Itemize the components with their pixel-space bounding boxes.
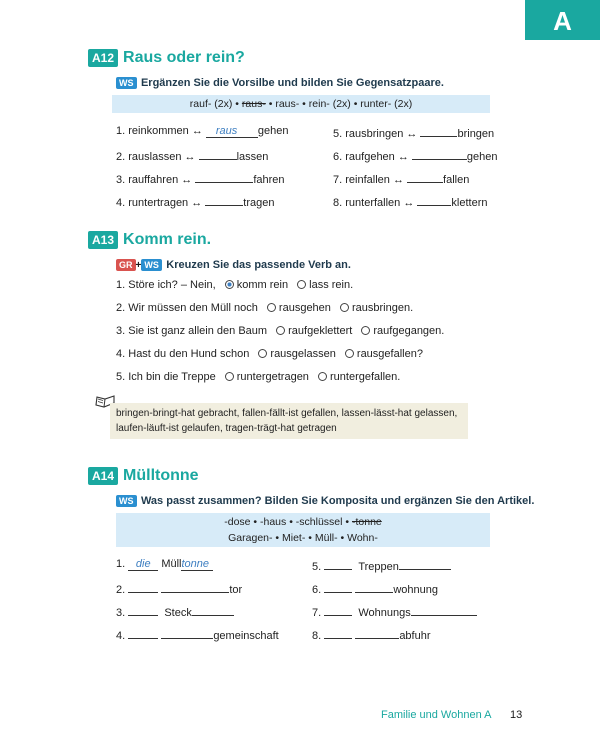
a12-blank-2[interactable] [199,148,237,160]
a14-header [88,467,199,485]
a14-answer-1[interactable]: tonne [181,558,213,571]
radio[interactable] [361,326,370,335]
radio[interactable] [276,326,285,335]
a14-word-6[interactable] [355,581,393,593]
a14-item-2: 2. tor [116,581,242,596]
a14-item-7: 7. Wohnungs [312,604,477,619]
radio[interactable] [318,372,327,381]
a14-word-2[interactable] [161,581,229,593]
a14-article-6[interactable] [324,581,352,593]
a12-item-8: 8. runterfallen ↔ klettern [333,194,487,209]
a12-title: Raus oder rein? [123,49,245,66]
a14-article-3[interactable] [128,604,158,616]
a14-word-7[interactable] [411,604,477,616]
a14-title: Mülltonne [123,467,199,484]
a14-article-1[interactable]: die [128,558,158,571]
a13-instruction: Kreuzen Sie das passende Verb an. [166,259,351,271]
radio[interactable] [258,349,267,358]
a14-box-line2: Garagen- • Miet- • Müll- • Wohn- [228,532,378,544]
a14-article-8[interactable] [324,627,352,639]
a12-item-2: 2. rauslassen ↔ lassen [116,148,268,163]
a12-blank-5[interactable] [420,125,457,137]
ws-tag: WS [141,259,162,271]
a14-instruction-row [116,491,534,509]
a13-header [88,231,211,249]
a14-item-1: 1. die Mülltonne [116,558,213,571]
a12-answer-1[interactable]: raus [206,125,258,138]
a12-instruction: Ergänzen Sie die Vorsilbe und bilden Sie Gegensatzpaare. [140,77,444,89]
a14-article-7[interactable] [324,604,352,616]
a12-instruction-row [116,73,444,91]
hint-line-2: laufen-läuft-ist gelaufen, tragen-trägt-hat getragen [116,423,337,434]
a12-blank-7[interactable] [407,171,443,183]
a12-blank-4[interactable] [205,194,243,206]
a12-blank-3[interactable] [195,171,253,183]
a13-item-2: 2. Wir müssen den Müll noch rausgehen rausbringen. [116,302,414,314]
chapter-tab: A [525,0,600,40]
a13-item-1: 1. Störe ich? – Nein, komm rein lass rein. [116,279,354,291]
a14-word-4[interactable] [161,627,213,639]
a12-words-struck: raus- [241,98,266,110]
a14-word-box [116,513,490,547]
a12-item-3: 3. rauffahren ↔ fahren [116,171,285,186]
a14-article-4[interactable] [128,627,158,639]
a14-item-8: 8. abfuhr [312,627,431,642]
ws-tag: WS [116,495,137,507]
page-number: 13 [510,709,523,721]
a13-instruction-row [116,255,351,273]
a12-blank-8[interactable] [417,194,451,206]
a14-item-3: 3. Steck [116,604,234,619]
grammar-hint-box [110,403,468,439]
radio-checked[interactable] [225,280,234,289]
a14-badge: A14 [88,467,118,485]
a12-badge: A12 [88,49,118,67]
gr-tag: GR [116,259,136,271]
radio[interactable] [297,280,306,289]
a14-box-line1: -dose • -haus • -schlüssel • [224,516,350,528]
a14-word-8[interactable] [355,627,399,639]
a13-item-3: 3. Sie ist ganz allein den Baum raufgeklettert raufgegangen. [116,325,445,337]
a14-item-4: 4. gemeinschaft [116,627,279,642]
a14-item-5: 5. Treppen [312,558,451,573]
a13-title: Komm rein. [123,231,212,248]
a14-item-6: 6. wohnung [312,581,438,596]
hint-line-1: bringen-bringt-hat gebracht, fallen-fällt-ist gefallen, lassen-lässt-hat gelassen, [116,408,458,419]
a14-article-2[interactable] [128,581,158,593]
a13-badge: A13 [88,231,118,249]
a14-instruction: Was passt zusammen? Bilden Sie Komposita und ergänzen Sie den Artikel. [140,495,535,507]
radio[interactable] [345,349,354,358]
a12-item-1: 1. reinkommen ↔ raus gehen [116,125,289,137]
a14-word-3[interactable] [192,604,234,616]
a14-article-5[interactable] [324,558,352,570]
a12-item-7: 7. reinfallen ↔ fallen [333,171,469,186]
a13-item-4: 4. Hast du den Hund schon rausgelassen rausgefallen? [116,348,423,360]
a14-box-struck: -tonne [351,516,382,528]
footer-chapter: Familie und Wohnen A [381,709,492,721]
radio[interactable] [340,303,349,312]
radio[interactable] [225,372,234,381]
a12-words-pre: rauf- (2x) • [189,98,239,110]
ws-tag: WS [116,77,137,89]
a14-word-5[interactable] [399,558,451,570]
a12-item-5: 5. rausbringen ↔ bringen [333,125,494,140]
a12-words-post: • raus- • rein- (2x) • runter- (2x) [268,98,413,110]
a12-item-4: 4. runtertragen ↔ tragen [116,194,275,209]
a13-item-5: 5. Ich bin die Treppe runtergetragen runtergefallen. [116,371,401,383]
a12-item-6: 6. raufgehen ↔ gehen [333,148,498,163]
a12-header [88,49,245,67]
a12-word-box [112,95,490,113]
plus-sign: + [135,260,142,271]
a12-blank-6[interactable] [412,148,467,160]
radio[interactable] [267,303,276,312]
